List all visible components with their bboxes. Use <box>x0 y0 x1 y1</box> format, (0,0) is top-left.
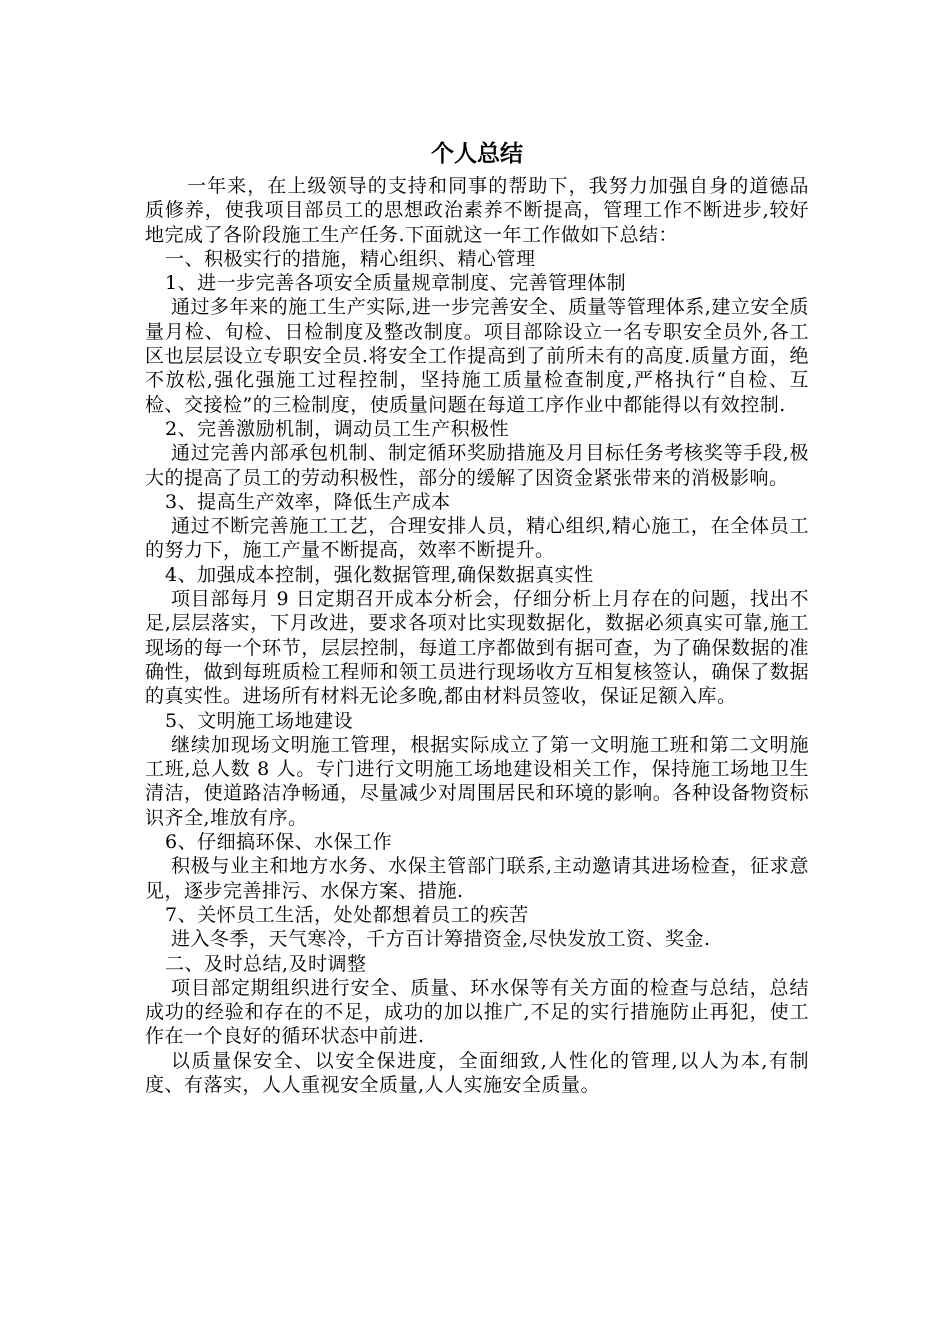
item1-body: 通过多年来的施工生产实际,进一步完善安全、质量等管理体系,建立安全质量月检、旬检、日检制度及整改制度。项目部除设立一名专职安全员外,各工区也层层设立专职安全员.将安全工作提高到了前所未有的高度.质量方面，绝不放松,强化强施工过程控制，坚持施工质量检查制度,严格执行“自检、互检、交接检”的三检制度，使质量问题在每道工序作业中都能得以有效控制. <box>145 296 809 416</box>
item7-heading: 7、关怀员工生活，处处都想着员工的疾苦 <box>165 903 529 926</box>
document-title: 个人总结 <box>431 140 523 167</box>
item3-heading: 3、提高生产效率，降低生产成本 <box>165 490 451 513</box>
item7-body: 进入冬季，天气寒冷，千方百计筹措资金,尽快发放工资、奖金. <box>171 928 711 951</box>
item5-heading: 5、文明施工场地建设 <box>165 709 354 732</box>
item4-heading: 4、加强成本控制，强化数据管理,确保数据真实性 <box>165 563 594 586</box>
section2-body: 项目部定期组织进行安全、质量、环水保等有关方面的检查与总结，总结成功的经验和存在的不足，成功的加以推广,不足的实行措施防止再犯，使工作在一个良好的循环状态中前进. <box>145 976 809 1048</box>
item6-heading: 6、仔细搞环保、水保工作 <box>165 831 393 854</box>
section1-heading: 一、积极实行的措施，精心组织、精心管理 <box>165 247 536 270</box>
closing-paragraph: 以质量保安全、以安全保进度，全面细致,人性化的管理,以人为本,有制度、有落实，人人重视安全质量,人人实施安全质量。 <box>145 1049 809 1096</box>
section2-heading: 二、及时总结,及时调整 <box>165 952 367 975</box>
item2-body: 通过完善内部承包机制、制定循环奖励措施及月目标任务考核奖等手段,极大的提高了员工的劳动积极性，部分的缓解了因资金紧张带来的消极影响。 <box>145 442 809 489</box>
item4-body: 项目部每月 9 日定期召开成本分析会，仔细分析上月存在的问题，找出不足,层层落实，下月改进，要求各项对比实现数据化，数据必须真实可靠,施工现场的每一个环节，层层控制，每道工序都做到有据可查，为了确保数据的准确性，做到每班质检工程师和领工员进行现场收方互相复核签认，确保了数据的真实性。进场所有材料无论多晚,都由材料员签收，保证足额入库。 <box>145 588 809 708</box>
item3-body: 通过不断完善施工工艺，合理安排人员，精心组织,精心施工，在全体员工的努力下，施工产量不断提高，效率不断提升。 <box>145 515 809 562</box>
item2-heading: 2、完善激励机制，调动员工生产积极性 <box>165 417 510 440</box>
intro-paragraph: 一年来，在上级领导的支持和同事的帮助下，我努力加强自身的道德品质修养，使我项目部员工的思想政治素养不断提高，管理工作不断进步,较好地完成了各阶段施工生产任务.下面就这一年工作做如下总结： <box>145 175 809 246</box>
item6-body: 积极与业主和地方水务、水保主管部门联系,主动邀请其进场检查，征求意见，逐步完善排污、水保方案、措施. <box>145 855 809 902</box>
item5-body: 继续加现场文明施工管理，根据实际成立了第一文明施工班和第二文明施工班,总人数 8 人。专门进行文明施工场地建设相关工作，保持施工场地卫生清洁，使道路洁净畅通，尽量减少对周围居民和环境的影响。各种设备物资标识齐全,堆放有序。 <box>145 733 809 829</box>
item1-heading: 1、进一步完善各项安全质量规章制度、完善管理体制 <box>165 272 627 295</box>
document-page <box>145 134 809 1097</box>
